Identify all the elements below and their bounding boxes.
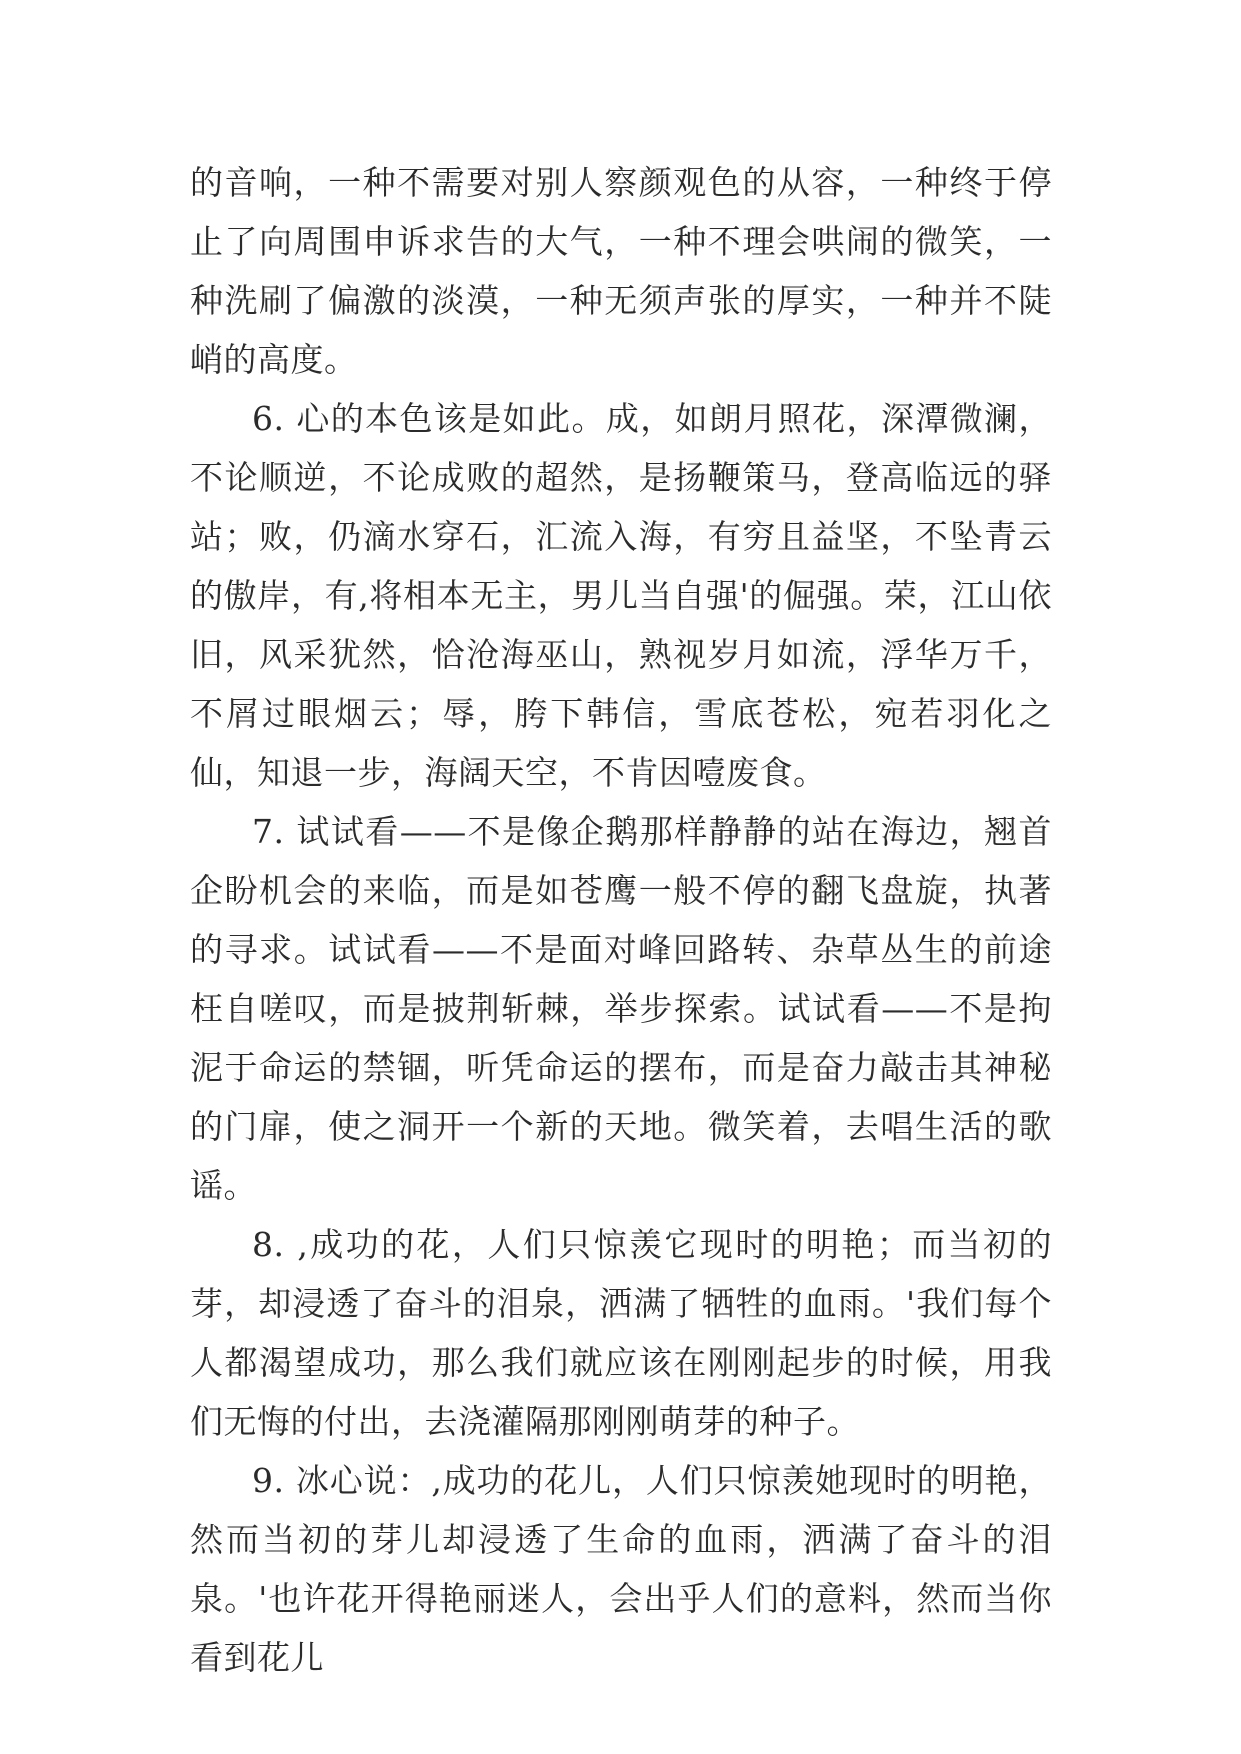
paragraph-continued: 的音响，一种不需要对别人察颜观色的从容，一种终于停止了向周围申诉求告的大气，一种不理会哄闹的微笑，一种洗刷了偏激的淡漠，一种无须声张的厚实，一种并不陡峭的高度。 (190, 163, 1052, 379)
paragraph-7: 7. 试试看——不是像企鹅那样静静的站在海边，翘首企盼机会的来临，而是如苍鹰一般不停的翻飞盘旋，执著的寻求。试试看——不是面对峰回路转、杂草丛生的前途枉自嗟叹，而是披荆斩棘，举步探索。试试看——不是拘泥于命运的禁锢，听凭命运的摆布，而是奋力敲击其神秘的门扉，使之洞开一个新的天地。微笑着，去唱生活的歌谣。 (190, 812, 1052, 1205)
document-body (190, 153, 1052, 1687)
paragraph-6: 6. 心的本色该是如此。成，如朗月照花，深潭微澜，不论顺逆，不论成败的超然，是扬鞭策马，登高临远的驿站；败，仍滴水穿石，汇流入海，有穷且益坚，不坠青云的傲岸，有,将相本无主，男儿当自强'的倔强。荣，江山依旧，风采犹然，恰沧海巫山，熟视岁月如流，浮华万千，不屑过眼烟云；辱，胯下韩信，雪底苍松，宛若羽化之仙，知退一步，海阔天空，不肯因噎废食。 (190, 399, 1052, 792)
paragraph-8: 8. ,成功的花，人们只惊羡它现时的明艳；而当初的芽，却浸透了奋斗的泪泉，洒满了牺牲的血雨。'我们每个人都渴望成功，那么我们就应该在刚刚起步的时候，用我们无悔的付出，去浇灌隔那刚刚萌芽的种子。 (190, 1225, 1052, 1441)
paragraph-9: 9. 冰心说：,成功的花儿，人们只惊羡她现时的明艳，然而当初的芽儿却浸透了生命的血雨，洒满了奋斗的泪泉。'也许花开得艳丽迷人，会出乎人们的意料，然而当你看到花儿 (190, 1461, 1052, 1677)
